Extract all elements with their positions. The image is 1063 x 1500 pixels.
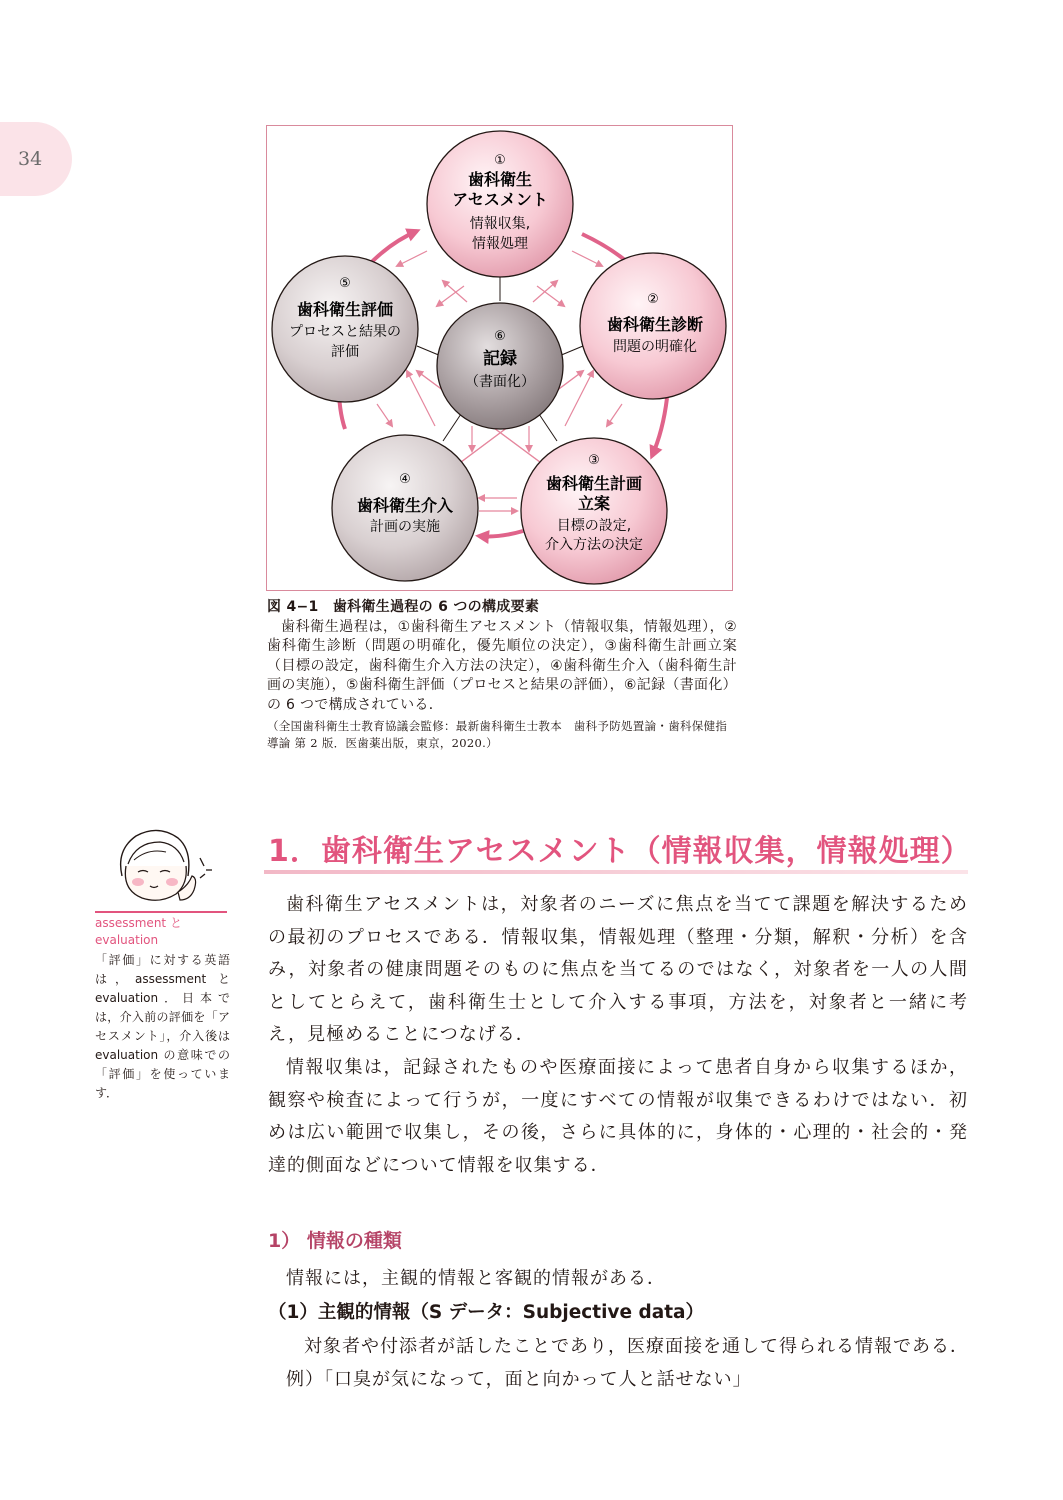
figure-caption [267, 598, 737, 752]
section-heading: 1．歯科衛生アセスメント（情報収集，情報処理） [268, 834, 972, 869]
node-intervention [332, 435, 478, 581]
node-3-sub-line2: 介入方法の決定 [545, 537, 643, 553]
node-4-sub: 計画の実施 [370, 519, 440, 535]
node-5-number: ⑤ [339, 276, 351, 291]
sidebar-rule [95, 911, 227, 913]
node-assessment [427, 131, 573, 277]
node-5-sub-line2: 評価 [331, 344, 359, 360]
node-3-number: ③ [588, 453, 600, 468]
caption-body: 歯科衛生過程は，①歯科衛生アセスメント（情報収集，情報処理），②歯科衛生診断（問題の明確化，優先順位の決定），③歯科衛生計画立案（目標の設定，歯科衛生介入方法の決定），④歯科衛生介入（歯科衛生計画の実施），⑤歯科衛生評価（プロセスと結果の評価），⑥記録（書面化）の 6 つで構成されている． [267, 618, 737, 713]
node-2-title: 歯科衛生診断 [606, 315, 704, 334]
sidebar-body: 「評価」に対する英語は，assessment と evaluation．日本では，介入前の評価を「アセスメント」，介入後は evaluation の意味での「評価」を使っています． [95, 953, 230, 1100]
sub-heading: 1） 情報の種類 [268, 1230, 402, 1252]
node-3-sub-line1: 目標の設定, [556, 518, 632, 534]
caption-source: （全国歯科衛生士教育協議会監修：最新歯科衛生士教本 歯科予防処置論・歯科保健指導論 第 2 版．医歯薬出版，東京，2020.） [267, 718, 728, 750]
nurse-thinking-icon [108, 820, 218, 910]
section-body [268, 889, 968, 1182]
node-record [437, 303, 563, 429]
node-1-number: ① [494, 153, 506, 168]
node-2-number: ② [647, 292, 659, 307]
intro-line: 情報には，主観的情報と客観的情報がある． [286, 1268, 666, 1289]
node-diagnosis [580, 253, 726, 399]
node-3-title-line1: 歯科衛生計画 [545, 474, 643, 493]
node-4-number: ④ [399, 472, 411, 487]
sidebar-title: assessment と evaluation [95, 916, 182, 947]
node-1-sub-line1: 情報収集, [469, 216, 531, 232]
node-3-title-line2: 立案 [577, 494, 611, 513]
figure-4-1 [266, 125, 733, 591]
node-2-sub: 問題の明確化 [613, 339, 697, 355]
example-line: 例）「口臭が気になって，面と向かって人と話せない」 [286, 1369, 752, 1390]
arrow-3-to-4 [479, 531, 523, 536]
node-1-sub-line2: 情報処理 [472, 236, 528, 252]
node-1-title-line2: アセスメント [452, 190, 548, 209]
node-5-sub-line1: プロセスと結果の [289, 324, 401, 340]
node-6-title: 記録 [483, 349, 517, 369]
node-4-title: 歯科衛生介入 [356, 496, 454, 515]
process-diagram [267, 126, 734, 592]
caption-title: 図 4−1 歯科衛生過程の 6 つの構成要素 [267, 599, 540, 615]
section-heading-rule [264, 870, 968, 874]
paragraph-1: 歯科衛生アセスメントは，対象者のニーズに焦点を当てて課題を解決するための最初のプロセスである．情報収集，情報処理（整理・分類，解釈・分析）を含み，対象者の健康問題そのものに焦点を当てるのではなく，対象者を一人の人間としてとらえて，歯科衛生士として介入する事項，方法を，対象者と一緒に考え，見極めることにつなげる． [268, 894, 968, 1046]
node-6-number: ⑥ [494, 329, 506, 344]
page-number: 34 [18, 148, 43, 170]
subsub-body: 対象者や付添者が話したことであり，医療面接を通して得られる情報である． [304, 1336, 969, 1357]
node-6-sub: （書面化） [465, 374, 535, 390]
arrow-2-to-3 [652, 398, 667, 456]
node-5-title: 歯科衛生評価 [296, 300, 394, 319]
node-1-title-line1: 歯科衛生 [467, 170, 533, 189]
paragraph-2: 情報収集は，記録されたものや医療面接によって患者自身から収集するほか，観察や検査によって行うが，一度にすべての情報が収集できるわけではない．初めは広い範囲で収集し，その後，さらに具体的に，身体的・心理的・社会的・発達的側面などについて情報を収集する． [268, 1056, 968, 1176]
node-evaluation [272, 256, 418, 402]
node-planning [521, 438, 667, 584]
subsub-heading: （1）主観的情報（S データ：Subjective data） [268, 1302, 705, 1323]
